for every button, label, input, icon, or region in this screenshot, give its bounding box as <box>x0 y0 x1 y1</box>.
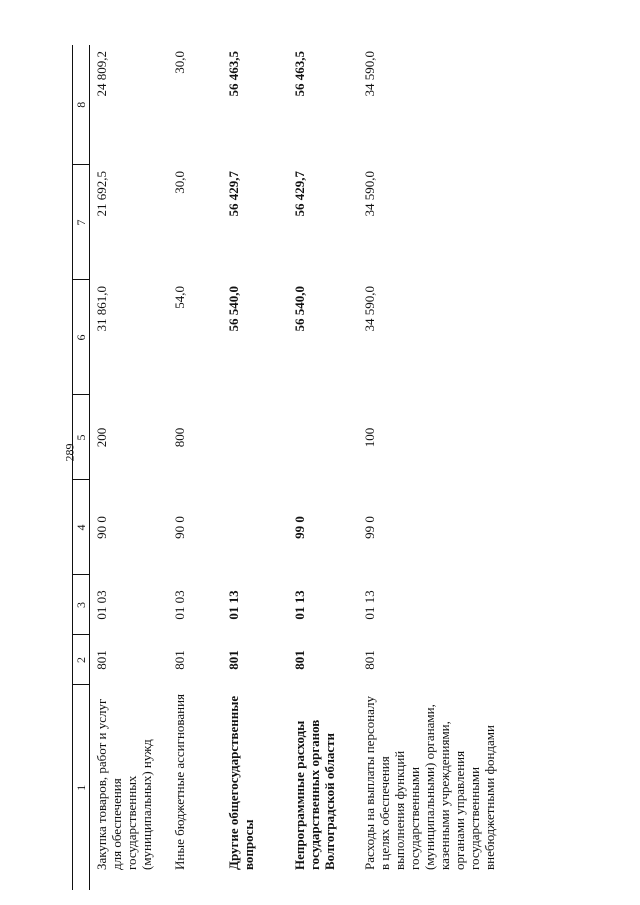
row-name: Непрограммные расходы государственных органов Волгоградской области <box>292 719 337 870</box>
row-value-8: 34 590,0 <box>362 51 377 97</box>
row-code-3: 01 13 <box>292 590 307 620</box>
table-row <box>358 45 538 890</box>
row-code-4: 99 0 <box>292 516 307 539</box>
row-value-8: 56 463,5 <box>292 51 307 97</box>
row-code-5 <box>288 395 358 480</box>
column-header: 6 <box>73 280 90 395</box>
row-value-7: 56 429,7 <box>292 171 307 217</box>
row-name: Расходы на выплаты персоналу в целях обеспечения выполнения функций государственными (муниципальными) органами, казенными учреждениями, органами управления государственными внебюджетными фондами <box>362 695 497 870</box>
row-value-6: 54,0 <box>172 286 187 309</box>
column-header: 7 <box>73 165 90 280</box>
table-row <box>288 45 358 890</box>
column-header: 8 <box>73 45 90 165</box>
row-code-4: 90 0 <box>172 516 187 539</box>
row-code-5 <box>222 395 288 480</box>
row-code-4: 99 0 <box>362 516 377 539</box>
row-code-4 <box>222 480 288 575</box>
row-name: Закупка товаров, работ и услуг для обеспечения государственных (муниципальных) нужд <box>94 698 154 870</box>
row-value-6: 34 590,0 <box>362 286 377 332</box>
row-code-2: 801 <box>362 650 377 670</box>
table-row <box>90 45 169 890</box>
column-header: 1 <box>73 685 90 890</box>
row-code-2: 801 <box>172 650 187 670</box>
row-value-6: 56 540,0 <box>292 286 307 332</box>
row-code-3: 01 03 <box>94 590 109 620</box>
row-value-7: 30,0 <box>172 171 187 194</box>
table-row <box>168 45 222 890</box>
rotated-table-container <box>72 45 612 890</box>
row-name: Другие общегосударственные вопросы <box>226 695 256 870</box>
row-name: Иные бюджетные ассигнования <box>172 693 187 870</box>
budget-table <box>72 45 538 890</box>
row-code-3: 01 13 <box>226 590 241 620</box>
row-code-4: 90 0 <box>94 516 109 539</box>
row-code-2: 801 <box>292 650 307 670</box>
row-code-5: 800 <box>172 427 187 448</box>
row-code-3: 01 03 <box>172 590 187 620</box>
row-code-2: 801 <box>94 650 109 670</box>
column-header: 4 <box>73 480 90 575</box>
row-value-8: 30,0 <box>172 51 187 74</box>
row-value-6: 56 540,0 <box>226 286 241 332</box>
table-row <box>222 45 288 890</box>
row-code-5: 200 <box>94 427 109 448</box>
column-header: 5 <box>73 395 90 480</box>
row-value-7: 21 692,5 <box>94 171 109 217</box>
row-value-6: 31 861,0 <box>94 286 109 332</box>
row-value-8: 24 809,2 <box>94 51 109 97</box>
row-value-7: 56 429,7 <box>226 171 241 217</box>
row-code-2: 801 <box>226 650 241 670</box>
row-value-8: 56 463,5 <box>226 51 241 97</box>
row-value-7: 34 590,0 <box>362 171 377 217</box>
row-code-5: 100 <box>362 427 377 448</box>
row-code-3: 01 13 <box>362 590 377 620</box>
column-header: 3 <box>73 575 90 635</box>
column-header: 2 <box>73 635 90 685</box>
page-number: 289 <box>62 443 77 462</box>
table-header-row <box>73 45 90 890</box>
